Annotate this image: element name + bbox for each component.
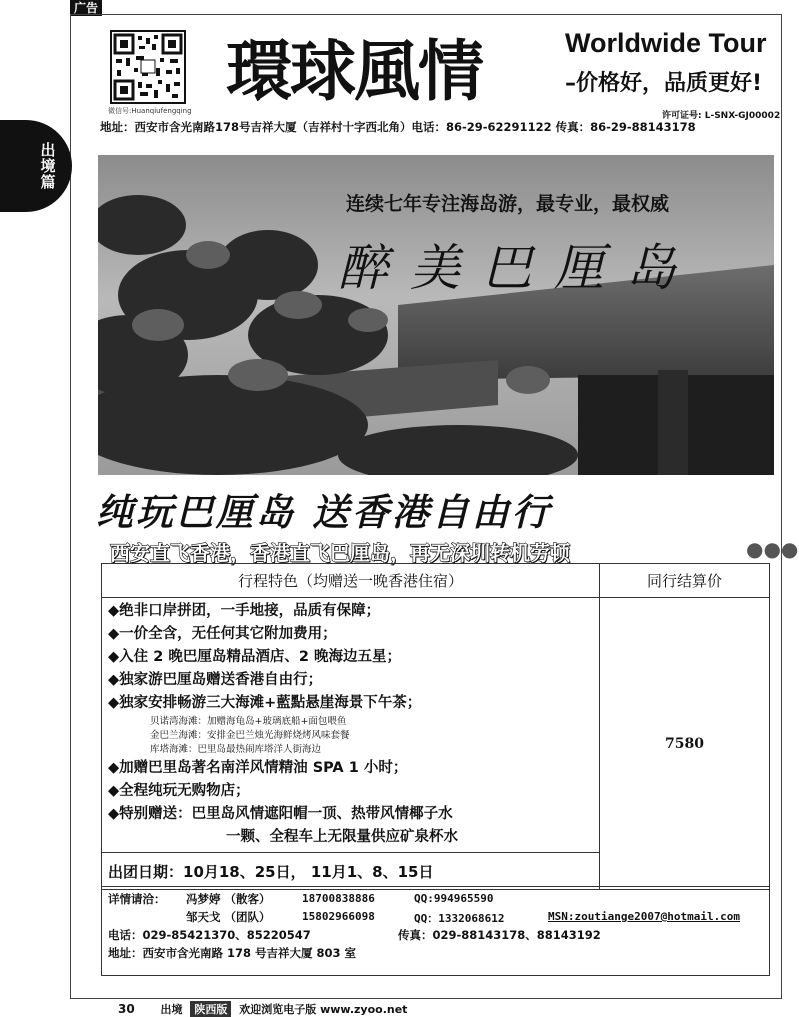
sub-headline: 西安直飞香港，香港直飞巴厘岛，再无深圳转机劳顿 [110, 541, 570, 565]
contact-qq: QQ:994965590 [414, 892, 494, 905]
departure-dates: 出团日期：10月18、25日， 11月1、8、15日 [102, 853, 600, 890]
hero-tagline: 连续七年专注海岛游，最专业，最权威 [346, 193, 670, 215]
header-address: 地址：西安市含光南路178号吉祥大厦（吉祥村十字西北角）电话：86-29-62291122 传真：86-29-88143178 [100, 120, 696, 134]
price-header: 同行结算价 [600, 564, 770, 598]
contact-tel: 电话：029-85421370、85220547 [108, 928, 311, 942]
contact-qq: QQ：1332068612 [414, 912, 505, 925]
brand-slogan: –价格好，品质更好! [565, 71, 763, 96]
qr-code-icon [110, 30, 186, 104]
contact-address: 地址：西安市含光南路 178 号吉祥大厦 803 室 [108, 946, 357, 960]
edition-badge: 陕西版 [190, 1001, 231, 1017]
contact-box [101, 886, 770, 976]
features-cell [102, 598, 600, 853]
beach-item: 贝诺湾海滩：加赠海龟岛+玻璃底船+面包喂鱼 [150, 716, 347, 727]
contact-name: 邹天戈 （团队） [186, 910, 271, 924]
msn-link[interactable]: MSN:zoutiange2007@hotmail.com [548, 910, 741, 923]
ellipsis-dots: ●●● [746, 537, 799, 561]
section-side-tab: 出境篇 [0, 120, 72, 212]
wechat-id: 微信号:Huanqiufengqing [108, 107, 192, 115]
footer-section: 出境 [160, 1003, 183, 1016]
brand-english: Worldwide Tour [565, 28, 767, 58]
main-headline: 纯玩巴厘岛 送香港自由行 [96, 490, 552, 534]
hero-photo [98, 155, 774, 475]
feature-item: ◆入住 2 晚巴厘岛精品酒店、2 晚海边五星； [108, 649, 401, 665]
page-number: 30 [118, 1002, 135, 1016]
features-header: 行程特色（均赠送一晚香港住宿） [102, 564, 600, 598]
contact-phone: 15802966098 [302, 910, 375, 923]
feature-item: ◆绝非口岸拼团，一手地接，品质有保障； [108, 603, 381, 619]
itinerary-table [101, 563, 770, 890]
contact-name: 冯梦婷 （散客） [186, 892, 271, 906]
footer-text: 欢迎浏览电子版 www.zyoo.net [239, 1003, 408, 1016]
feature-item-continued: 一颗、全程车上无限量供应矿泉杯水 [226, 829, 458, 845]
contact-fax: 传真：029-88143178、88143192 [398, 928, 601, 942]
feature-item: ◆全程纯玩无购物店； [108, 783, 250, 799]
beach-item: 金巴兰海滩：安排金巴兰烛光海鲜烧烤风味套餐 [150, 730, 350, 741]
beach-item: 库塔海滩：巴里岛最热闹库塔洋人街海边 [150, 744, 322, 755]
price-value: 7580 [600, 598, 770, 890]
license-number: 许可证号: L-SNX-GJ00002 [662, 111, 781, 121]
ad-tag: 广告 [70, 0, 102, 16]
feature-item: ◆特别赠送：巴里岛风情遮阳帽一顶、热带风情椰子水 [108, 806, 453, 822]
feature-item: ◆独家安排畅游三大海滩+藍點悬崖海景下午茶； [108, 695, 422, 711]
feature-item: ◆独家游巴厘岛赠送香港自由行； [108, 672, 323, 688]
feature-item: ◆一价全含，无任何其它附加费用； [108, 626, 337, 642]
brand-title: 環球風情 [226, 32, 482, 110]
page-footer [118, 1001, 407, 1017]
contact-label: 详情请洽： [108, 892, 166, 906]
contact-phone: 18700838886 [302, 892, 375, 905]
hero-script-title: 醉美巴厘岛 [338, 239, 698, 297]
feature-item: ◆加赠巴里岛著名南洋风情精油 SPA 1 小时； [108, 760, 408, 776]
